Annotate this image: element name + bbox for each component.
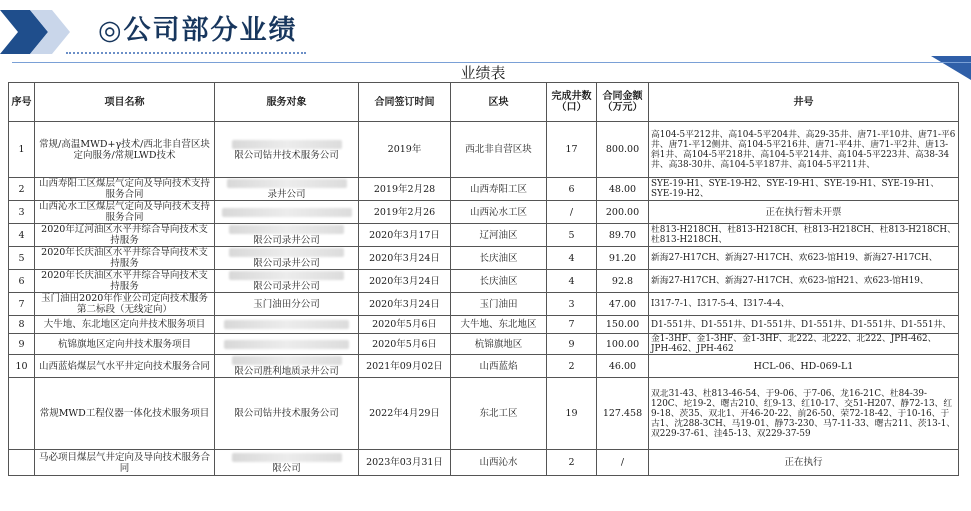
contract-date-cell: 2020年3月24日 — [359, 247, 451, 270]
column-header: 项目名称 — [35, 83, 215, 122]
contract-date-cell: 2020年3月24日 — [359, 270, 451, 293]
contract-date-cell: 2019年2月28 — [359, 178, 451, 201]
redacted-text — [229, 271, 344, 280]
title-underline — [66, 52, 306, 54]
contract-date-cell: 2023年03月31日 — [359, 450, 451, 476]
well-ids-cell: D1-551井、D1-551井、D1-551井、D1-551井、D1-551井、D1-551井、 — [649, 316, 959, 334]
project-name-cell: 山西沁水工区煤层气定向及导向技术支持服务合同 — [35, 201, 215, 224]
client-name: 录井公司 — [267, 189, 306, 200]
block-cell: 山西沁水 — [451, 450, 547, 476]
chevron-logo-icon — [0, 10, 70, 54]
column-header: 服务对象 — [215, 83, 359, 122]
wells-done-cell: 2 — [547, 450, 597, 476]
wells-done-cell: 5 — [547, 224, 597, 247]
client-cell — [215, 178, 359, 201]
block-cell: 长庆油区 — [451, 270, 547, 293]
redacted-text — [232, 356, 342, 365]
row-number-cell: 10 — [9, 355, 35, 378]
well-ids-cell: 正在执行 — [649, 450, 959, 476]
client-cell — [215, 293, 359, 316]
well-ids-cell: 新海27-H17CH、新海27-H17CH、欢623-馆H21、欢623-馆H19、 — [649, 270, 959, 293]
wells-done-cell: / — [547, 201, 597, 224]
column-header: 区块 — [451, 83, 547, 122]
client-cell — [215, 122, 359, 178]
client-name: 限公司胜利地质录井公司 — [234, 366, 339, 377]
row-number-cell: 4 — [9, 224, 35, 247]
contract-date-cell: 2021年09月02日 — [359, 355, 451, 378]
client-name: 玉门油田分公司 — [253, 298, 320, 310]
client-cell — [215, 355, 359, 378]
table-row — [9, 378, 959, 450]
row-number-cell: 5 — [9, 247, 35, 270]
client-cell — [215, 224, 359, 247]
redacted-text — [232, 140, 342, 149]
well-ids-cell: 高104-5平212井、高104-5平204井、高29-35井、唐71-平10井、唐71-平6井、唐71-平12侧井、高104-5平216井、唐71-平4井、唐71-平2井、唐13-斜1井、高104-5平218井、高104-5平214井、高104-5平223井、高38-34井、高38-30井、高104-5平187井、高104-5平211井、 — [649, 122, 959, 178]
performance-table-section — [8, 64, 958, 476]
block-cell: 山西寿阳工区 — [451, 178, 547, 201]
slide-header — [0, 0, 971, 62]
block-cell: 山西蓝焰 — [451, 355, 547, 378]
wells-done-cell: 7 — [547, 316, 597, 334]
performance-table — [8, 82, 959, 476]
amount-cell: 200.00 — [597, 201, 649, 224]
contract-date-cell: 2019年 — [359, 122, 451, 178]
well-ids-cell: HCL-06、HD-069-L1 — [649, 355, 959, 378]
table-row — [9, 201, 959, 224]
table-row — [9, 270, 959, 293]
redacted-text — [229, 225, 344, 234]
project-name-cell: 山西蓝焰煤层气水平井定向技术服务合同 — [35, 355, 215, 378]
contract-date-cell: 2020年3月24日 — [359, 293, 451, 316]
well-ids-cell: SYE-19-H1、SYE-19-H2、SYE-19-H1、SYE-19-H1、SYE-19-H1、SYE-19-H2、 — [649, 178, 959, 201]
well-ids-cell: 金1-3HF、金1-3HF、金1-3HF、北222、北222、北222、JPH-462、JPH-462、JPH-462 — [649, 334, 959, 355]
amount-cell: 100.00 — [597, 334, 649, 355]
row-number-cell: 2 — [9, 178, 35, 201]
well-ids-cell: 杜813-H218CH、杜813-H218CH、杜813-H218CH、杜813-H218CH、杜813-H218CH、 — [649, 224, 959, 247]
client-cell — [215, 270, 359, 293]
table-row — [9, 355, 959, 378]
client-name: 限公司 — [272, 462, 301, 474]
project-name-cell: 常规MWD工程仪器一体化技术服务项目 — [35, 378, 215, 450]
table-row — [9, 293, 959, 316]
wells-done-cell: 6 — [547, 178, 597, 201]
project-name-cell: 马必项目煤层气井定向及导向技术服务合同 — [35, 450, 215, 476]
client-cell — [215, 450, 359, 476]
amount-cell: 127.458 — [597, 378, 649, 450]
amount-cell: 46.00 — [597, 355, 649, 378]
block-cell: 杭锦旗地区 — [451, 334, 547, 355]
row-number-cell: 1 — [9, 122, 35, 178]
client-name: 限公司钻井技术服务公司 — [234, 408, 339, 419]
row-number-cell — [9, 378, 35, 450]
wells-done-cell: 17 — [547, 122, 597, 178]
table-row — [9, 224, 959, 247]
row-number-cell: 9 — [9, 334, 35, 355]
table-header-row — [9, 83, 959, 122]
block-cell: 大牛地、东北地区 — [451, 316, 547, 334]
contract-date-cell: 2022年4月29日 — [359, 378, 451, 450]
table-row — [9, 334, 959, 355]
wells-done-cell: 4 — [547, 247, 597, 270]
client-cell — [215, 247, 359, 270]
wells-done-cell: 3 — [547, 293, 597, 316]
redacted-text — [224, 340, 349, 349]
client-cell — [215, 378, 359, 450]
client-name: 限公司录井公司 — [253, 235, 320, 246]
client-cell — [215, 201, 359, 224]
amount-cell: 92.8 — [597, 270, 649, 293]
wells-done-cell: 19 — [547, 378, 597, 450]
table-row — [9, 122, 959, 178]
redacted-text — [224, 320, 349, 329]
row-number-cell — [9, 450, 35, 476]
block-cell: 东北工区 — [451, 378, 547, 450]
column-header: 序号 — [9, 83, 35, 122]
table-caption: 业绩表 — [460, 64, 506, 82]
amount-cell: 48.00 — [597, 178, 649, 201]
project-name-cell: 2020年长庆油区水平井综合导向技术支持服务 — [35, 247, 215, 270]
project-name-cell: 杭锦旗地区定向井技术服务项目 — [35, 334, 215, 355]
table-row — [9, 316, 959, 334]
wells-done-cell: 2 — [547, 355, 597, 378]
column-header: 井号 — [649, 83, 959, 122]
amount-cell: 89.70 — [597, 224, 649, 247]
redacted-text — [227, 179, 347, 188]
block-cell: 玉门油田 — [451, 293, 547, 316]
contract-date-cell: 2020年5月6日 — [359, 316, 451, 334]
project-name-cell: 玉门油田2020年作业公司定向技术服务第二标段（无线定向） — [35, 293, 215, 316]
page-title: ◎公司部分业绩 — [98, 15, 298, 46]
table-row — [9, 450, 959, 476]
table-row — [9, 178, 959, 201]
amount-cell: 91.20 — [597, 247, 649, 270]
block-cell: 山西沁水工区 — [451, 201, 547, 224]
redacted-text — [222, 208, 352, 217]
client-cell — [215, 316, 359, 334]
wells-done-cell: 4 — [547, 270, 597, 293]
contract-date-cell: 2020年3月17日 — [359, 224, 451, 247]
table-row — [9, 247, 959, 270]
block-cell: 西北非自营区块 — [451, 122, 547, 178]
column-header: 合同金额（万元） — [597, 83, 649, 122]
well-ids-cell: I317-7-1、I317-5-4、I317-4-4、 — [649, 293, 959, 316]
wells-done-cell: 9 — [547, 334, 597, 355]
project-name-cell: 2020年长庆油区水平井综合导向技术支持服务 — [35, 270, 215, 293]
project-name-cell: 常规/高温MWD+γ技术/西北非自营区块定向服务/常规LWD技术 — [35, 122, 215, 178]
block-cell: 辽河油区 — [451, 224, 547, 247]
contract-date-cell: 2019年2月26 — [359, 201, 451, 224]
amount-cell: 47.00 — [597, 293, 649, 316]
project-name-cell: 2020年辽河油区水平井综合导向技术支持服务 — [35, 224, 215, 247]
row-number-cell: 8 — [9, 316, 35, 334]
project-name-cell: 大牛地、东北地区定向井技术服务项目 — [35, 316, 215, 334]
amount-cell: 800.00 — [597, 122, 649, 178]
column-header: 完成井数（口） — [547, 83, 597, 122]
well-ids-cell: 新海27-H17CH、新海27-H17CH、欢623-馆H19、新海27-H17CH、 — [649, 247, 959, 270]
row-number-cell: 3 — [9, 201, 35, 224]
client-name: 限公司钻井技术服务公司 — [234, 149, 339, 161]
contract-date-cell: 2020年5月6日 — [359, 334, 451, 355]
amount-cell: / — [597, 450, 649, 476]
project-name-cell: 山西寿阳工区煤层气定向及导向技术支持服务合同 — [35, 178, 215, 201]
redacted-text — [232, 453, 342, 462]
column-header: 合同签订时间 — [359, 83, 451, 122]
well-ids-cell: 正在执行暂未开票 — [649, 201, 959, 224]
client-cell — [215, 334, 359, 355]
divider-line — [12, 62, 971, 63]
redacted-text — [229, 248, 344, 257]
row-number-cell: 6 — [9, 270, 35, 293]
client-name: 限公司录井公司 — [253, 281, 320, 292]
row-number-cell: 7 — [9, 293, 35, 316]
block-cell: 长庆油区 — [451, 247, 547, 270]
client-name: 限公司录井公司 — [253, 258, 320, 269]
amount-cell: 150.00 — [597, 316, 649, 334]
well-ids-cell: 双北31-43、杜813-46-54、于9-06、于7-06、龙16-21C、杜84-39-120C、坨19-2、曙古210、红9-13、红10-17、交51-H207、静72-13、红9-18、茨35、双北1、开46-20-22、前26-50、荣72-18-42、于10-16、于古1、沈288-3CH、马19-01、静73-230、马7-11-33、曙古211、茨13-1、双229-37-61、洼45-13、双229-37-59 — [649, 378, 959, 450]
